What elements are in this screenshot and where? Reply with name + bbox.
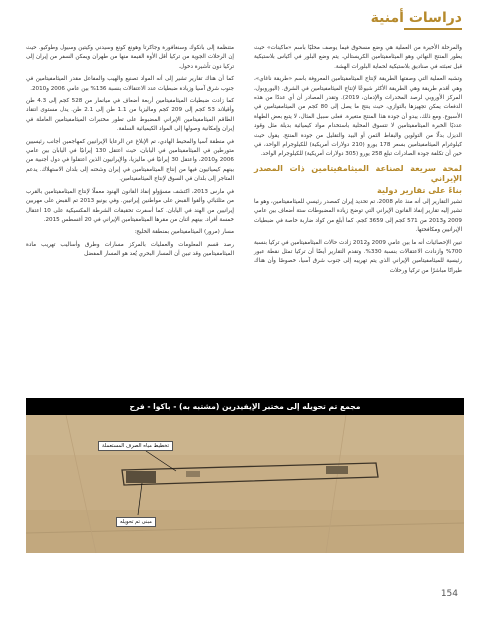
- left-column: [26, 44, 234, 263]
- paragraph: في مارس 2013، اكتشف مسؤولو إنفاذ القانون الهنود معملًا لإنتاج الميثامفيتامين بالقرب من مثلثبائي وألقوا القبض على مواطنين إيرانيين. وفي يونيو 2013 تم القبض على مهربين إيرانيين من الهند في اليابان. كما أسفرت تحقيقات الشرطة المكسيكية على 10 اعتقال خمسة أفراد. بينهم اثنان من مقرها الميثامفيتامين الإيراني في 20 أغسطس 2015.: [26, 188, 234, 223]
- paragraph: تبين الإحصائيات أنه ما بين عامي 2009 و2012 زادت حالات الميثامفيتامين في تركيا بنسبة 700% وازدادت الاعتقالات بنسبة 330%. وتقدم التقارير أيضًا أن تركيا تمثل نقطة عبور رئيسية للميثامفيتامين الإيراني الذي يتم تهريبه إلى جنوب شرق آسيا، خصوصًا وأن هناك طيرانًا مباشرًا من تركيا ورحلات: [254, 239, 462, 274]
- paragraph: كما أن هناك تقارير تشير إلى أنه المواد تصنيع والهيب والمفاعل مقدر الميثامفيتامين في جنوب شرق آسيا وزيادة ضبطيات عدد الاعتقالات بنسبة 136% بين عامي 2006 و2010.: [26, 76, 234, 92]
- paragraph: رصد قسم المعلومات والعمليات بالمركز مسارات وطرق وأساليب تهريب مادة الميثامفيتامين وقد تبين أن المسار البحري يُعد هو المسار المفضل: [26, 241, 234, 258]
- header-rule: [404, 28, 462, 30]
- paragraph: مسار (مرور) الميثامفيتامين بمنطقة الخليج:: [134, 229, 234, 236]
- paragraph: في منطقة آسيا والمحيط الهادي، تم الإبلاغ عن الرعايا الإيرانيين كمهاجمين أجانب رئيسيين متورطين في الميثامفيتامين في اليابان، حيث اعتقل 130 إيرانيًا في اليابان بين عامي 2006 و2010، واعتقل 30 إيرانيًا في ماليزيا، والإيرانيون الذين اعتقلوا في دول أجنبية من بينهم كيميائيون فيها من إنتاج الميثامفيتامين في إيران وشحنه إلى بلدان الاستهلاك. يدعم المتاجر إلى بلدان في السوق لإنتاج الميثامفيتامين.: [26, 138, 235, 183]
- page-number: 154: [440, 589, 458, 599]
- header-title: دراسات أمنية: [370, 10, 462, 26]
- label-converted-building: مبنى تم تحويله: [116, 517, 156, 527]
- right-column: [254, 44, 462, 279]
- paragraph: تشير التقارير إلى أنه منذ عام 2008، تم تحديد إيران كمصدر رئيسي للميثامفيتامين، وهو ما تشير إليه تقارير إنفاذ القانون الإيراني التي توضح زيادة المضبوطات ستة أضعاف بين عامي 2009 و2013 من 571 كجم إلى 3659 كجم. كما أبلغ من كواد ضاربة خاصة في ضبطيات الإيرانيين ومكافحتها.: [254, 198, 463, 234]
- paragraph: كما زادت ضبطيات الميثامفيتامين أربعة أضعاف في ميانمار من 528 كجم إلى 4.3 طن وأقيلاند 53 كجم إلى 209 كجم وماليزيا من 1.1 طن إلى 2.1 طن. يدل مستوى انتقاد الطاقم الميثامفيتامين الإيراني المضبوط على تطور مختبرات الميثامفيتامين العاملة في إيران وإمكانية وصولها إلى المواد الكيميائية السلفة.: [26, 98, 234, 133]
- satellite-image: [26, 415, 464, 553]
- paragraph: والمرحلة الأخيرة من العملية هي وضع مسحوق فيما يوصف محليًا باسم «ماكينات» حيث يطور المنتج النهائي وهو الميثامفيتامين الكريستالي. يتم وضع البلور في أكياس بلاستيكية قبل تعبئته في صناديق بلاستيكية لحماية البلورات الهشة.: [254, 45, 462, 70]
- section-subheading: بناءً على تقارير دولية: [376, 184, 462, 195]
- paragraph: وتشبه العملية التي وصفتها الطريقة لإنتاج الميثامفيتامين المعروفة باسم «طريقة ناغاي»، وهي أقدم طريقة وهي الطريقة الأكثر شيوعًا لإنتاج الميثامفيتامين في الشرق. (اليوروبول، المركز الأوروبي لرصد المخدرات والإدمان، 2019). وتقدر المصادر أن أي عددًا من هذه الدفعات يمكن تجهيزها بالتوازي، حيث ينتج ما يصل إلى 80 كجم من الميثامفيتامين في الأسبوع. ومع ذلك، يبدو أن جودة هذا المنتج متغيرة. فعلى سبيل المثال، لا يتبع بعض الطهاة عدديًا الخبرة الميثامفيتامين لا تتسوق المحلية باستخدام مواد كيميائية بديلة مثل وقود الديزل بدلًا من التولوين والبقاط الثمن أو البيد والتقليل من جودة المنتج. يقول حيث كيلوغرام الميثامفيتامين بسعر 178 يورو (210 دولارات أمريكية) للكيلوجرام الواحد، في حين أن تكلفة جودة الصادرات تبلغ 258 يورو (305 دولارات أمريكية) للكيلوجرام الواحد.: [254, 76, 463, 158]
- figure-caption: مجمع تم تحويله إلى مختبر الإيفيدرين (مشتبه به) - باكوا - فرح: [26, 398, 464, 415]
- paragraph: متنظمة إلى بانكوك وسنغافورة وجاكرتا وهونغ كونغ وسيدني وكيتين وسيول وطوكيو. حيث إن الرحلات الجوية من تركيا أقل الأوة القيمة منها من طهران ويمكن السفر من إيران إلى تركيا دون تأشيرة دخول.: [26, 45, 234, 70]
- satellite-figure: [26, 398, 464, 553]
- label-waste-water: تخطيط مياه الصرف المستعملة: [98, 441, 173, 451]
- section-heading: لمحة سريعة لصناعة الميثامفيتامين ذات المصدر الإيراني: [254, 162, 462, 184]
- compound-building: [126, 471, 156, 483]
